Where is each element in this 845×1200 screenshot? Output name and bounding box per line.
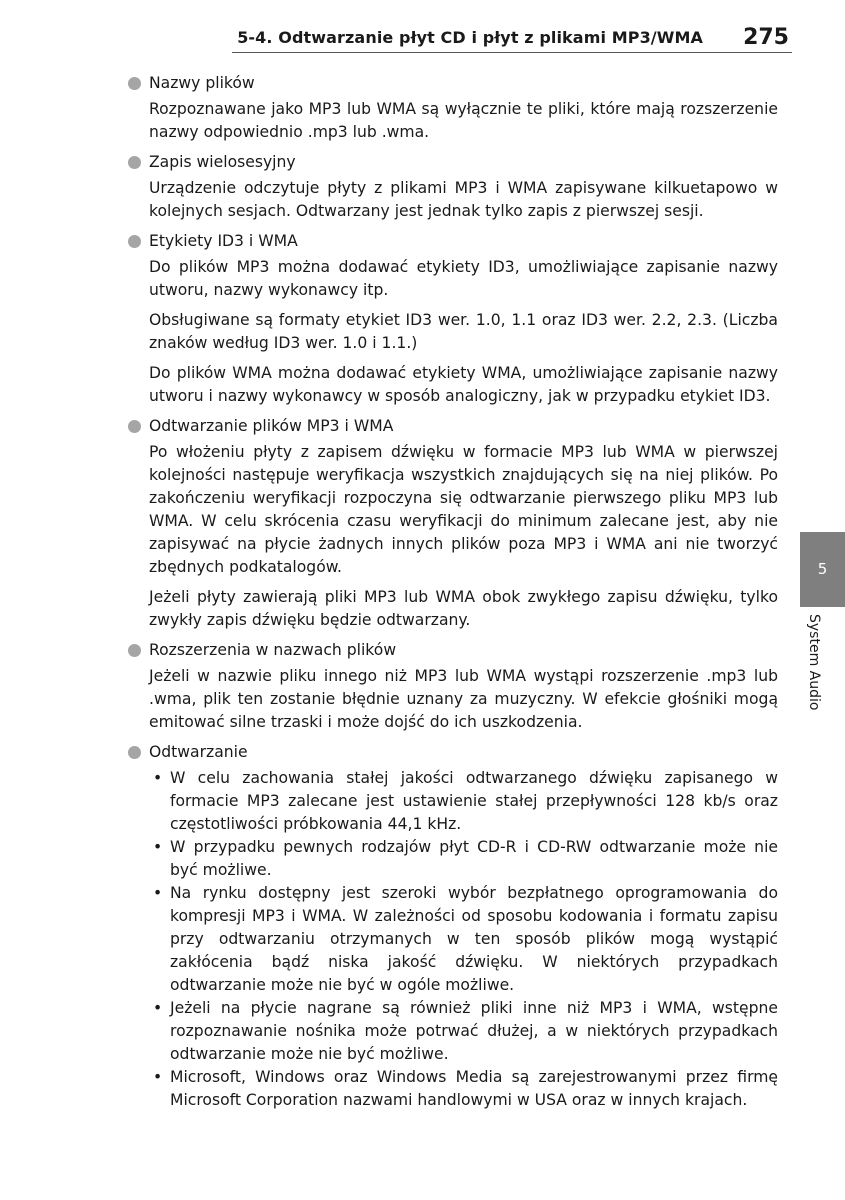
section-file-names — [128, 72, 778, 144]
list-item — [149, 1066, 778, 1112]
bullet-icon: • — [153, 769, 163, 787]
section-heading — [128, 741, 778, 764]
paragraph: Po włożeniu płyty z zapisem dźwięku w formacie MP3 lub WMA w pierwszej kolejności następuje weryfikacja wszystkich znajdujących się na niej plików. Po zakończeniu weryfikacji rozpoczyna się odtwarzanie pierwszego pliku MP3 lub WMA. W celu skrócenia czasu weryfikacji do minimum zalecane jest, aby nie zapisywać na płycie żadnych innych plików poza MP3 i WMA ani nie tworzyć zbędnych podkatalogów. — [149, 443, 778, 576]
page-number: 275 — [743, 25, 789, 50]
chapter-tab — [800, 532, 845, 607]
section-heading — [128, 415, 778, 438]
list-item-text: W celu zachowania stałej jakości odtwarzanego dźwięku zapisanego w formacie MP3 zalecane jest ustawienie stałej przepływności 128 kb/s oraz częstotliwości próbkowania 44,1 kHz. — [170, 769, 778, 833]
list-item-text: Microsoft, Windows oraz Windows Media są zarejestrowanymi przez firmę Microsoft Corporation nazwami handlowymi w USA oraz w innych krajach. — [170, 1068, 778, 1109]
section-playing-files — [128, 415, 778, 632]
paragraph: Jeżeli w nazwie pliku innego niż MP3 lub WMA wystąpi rozszerzenie .mp3 lub .wma, plik ten zostanie błędnie uznany za muzyczny. W efekcie głośniki mogą emitować silne trzaski i może dojść do ich uszkodzenia. — [149, 667, 778, 731]
paragraph: Urządzenie odczytuje płyty z plikami MP3 i WMA zapisywane kilkuetapowo w kolejnych sesjach. Odtwarzany jest jednak tylko zapis z pierwszej sesji. — [149, 179, 778, 220]
bullet-icon: • — [153, 999, 163, 1017]
section-heading-text: Rozszerzenia w nazwach plików — [149, 641, 397, 659]
page-content — [128, 72, 778, 1112]
list-item — [149, 836, 778, 882]
list-item-text: Na rynku dostępny jest szeroki wybór bezpłatnego oprogramowania do kompresji MP3 i WMA. W zależności od sposobu kodowania i formatu zapisu przy odtwarzaniu otrzymanych w ten sposób plików mogą wystąpić zakłócenia bądź niska jakość dźwięku. W niektórych przypadkach odtwarzanie może nie być w ogóle możliwe. — [170, 884, 778, 994]
section-extensions — [128, 639, 778, 734]
section-heading-text: Etykiety ID3 i WMA — [149, 232, 298, 250]
chapter-title: 5-4. Odtwarzanie płyt CD i płyt z plikami MP3/WMA — [237, 28, 703, 47]
paragraph: Rozpoznawane jako MP3 lub WMA są wyłącznie te pliki, które mają rozszerzenie nazwy odpowiednio .mp3 lub .wma. — [149, 100, 778, 141]
list-item — [149, 882, 778, 997]
section-heading-text: Odtwarzanie plików MP3 i WMA — [149, 417, 394, 435]
section-bullet-icon — [128, 644, 141, 657]
section-heading — [128, 230, 778, 253]
bullet-icon: • — [153, 838, 163, 856]
header-divider — [232, 52, 792, 53]
section-multisession — [128, 151, 778, 223]
section-heading-text: Odtwarzanie — [149, 743, 248, 761]
chapter-tab-label: System Audio — [806, 614, 822, 711]
page-header — [0, 0, 845, 60]
list-item-text: W przypadku pewnych rodzajów płyt CD-R i CD-RW odtwarzanie może nie być możliwe. — [170, 838, 778, 879]
section-heading — [128, 72, 778, 95]
section-bullet-icon — [128, 746, 141, 759]
paragraph: Obsługiwane są formaty etykiet ID3 wer. 1.0, 1.1 oraz ID3 wer. 2.2, 2.3. (Liczba znaków według ID3 wer. 1.0 i 1.1.) — [149, 311, 778, 352]
section-bullet-icon — [128, 235, 141, 248]
section-heading — [128, 151, 778, 174]
section-bullet-icon — [128, 77, 141, 90]
chapter-tab-number: 5 — [817, 560, 828, 578]
paragraph: Do plików WMA można dodawać etykiety WMA, umożliwiające zapisanie nazwy utworu i nazwy wykonawcy w sposób analogiczny, jak w przypadku etykiet ID3. — [149, 364, 778, 405]
section-heading — [128, 639, 778, 662]
paragraph: Do plików MP3 można dodawać etykiety ID3, umożliwiające zapisanie nazwy utworu, nazwy wykonawcy itp. — [149, 258, 778, 299]
section-tags — [128, 230, 778, 408]
list-item — [149, 997, 778, 1066]
section-heading-text: Nazwy plików — [149, 74, 255, 92]
paragraph: Jeżeli płyty zawierają pliki MP3 lub WMA obok zwykłego zapisu dźwięku, tylko zwykły zapis dźwięku będzie odtwarzany. — [149, 588, 778, 629]
list-item — [149, 767, 778, 836]
list-item-text: Jeżeli na płycie nagrane są również pliki inne niż MP3 i WMA, wstępne rozpoznawanie nośnika może potrwać dłużej, a w niektórych przypadkach odtwarzanie może nie być możliwe. — [170, 999, 778, 1063]
section-bullet-icon — [128, 420, 141, 433]
bullet-icon: • — [153, 1068, 163, 1086]
section-heading-text: Zapis wielosesyjny — [149, 153, 296, 171]
section-playback — [128, 741, 778, 1112]
bullet-icon: • — [153, 884, 163, 902]
playback-list — [149, 767, 778, 1112]
section-bullet-icon — [128, 156, 141, 169]
